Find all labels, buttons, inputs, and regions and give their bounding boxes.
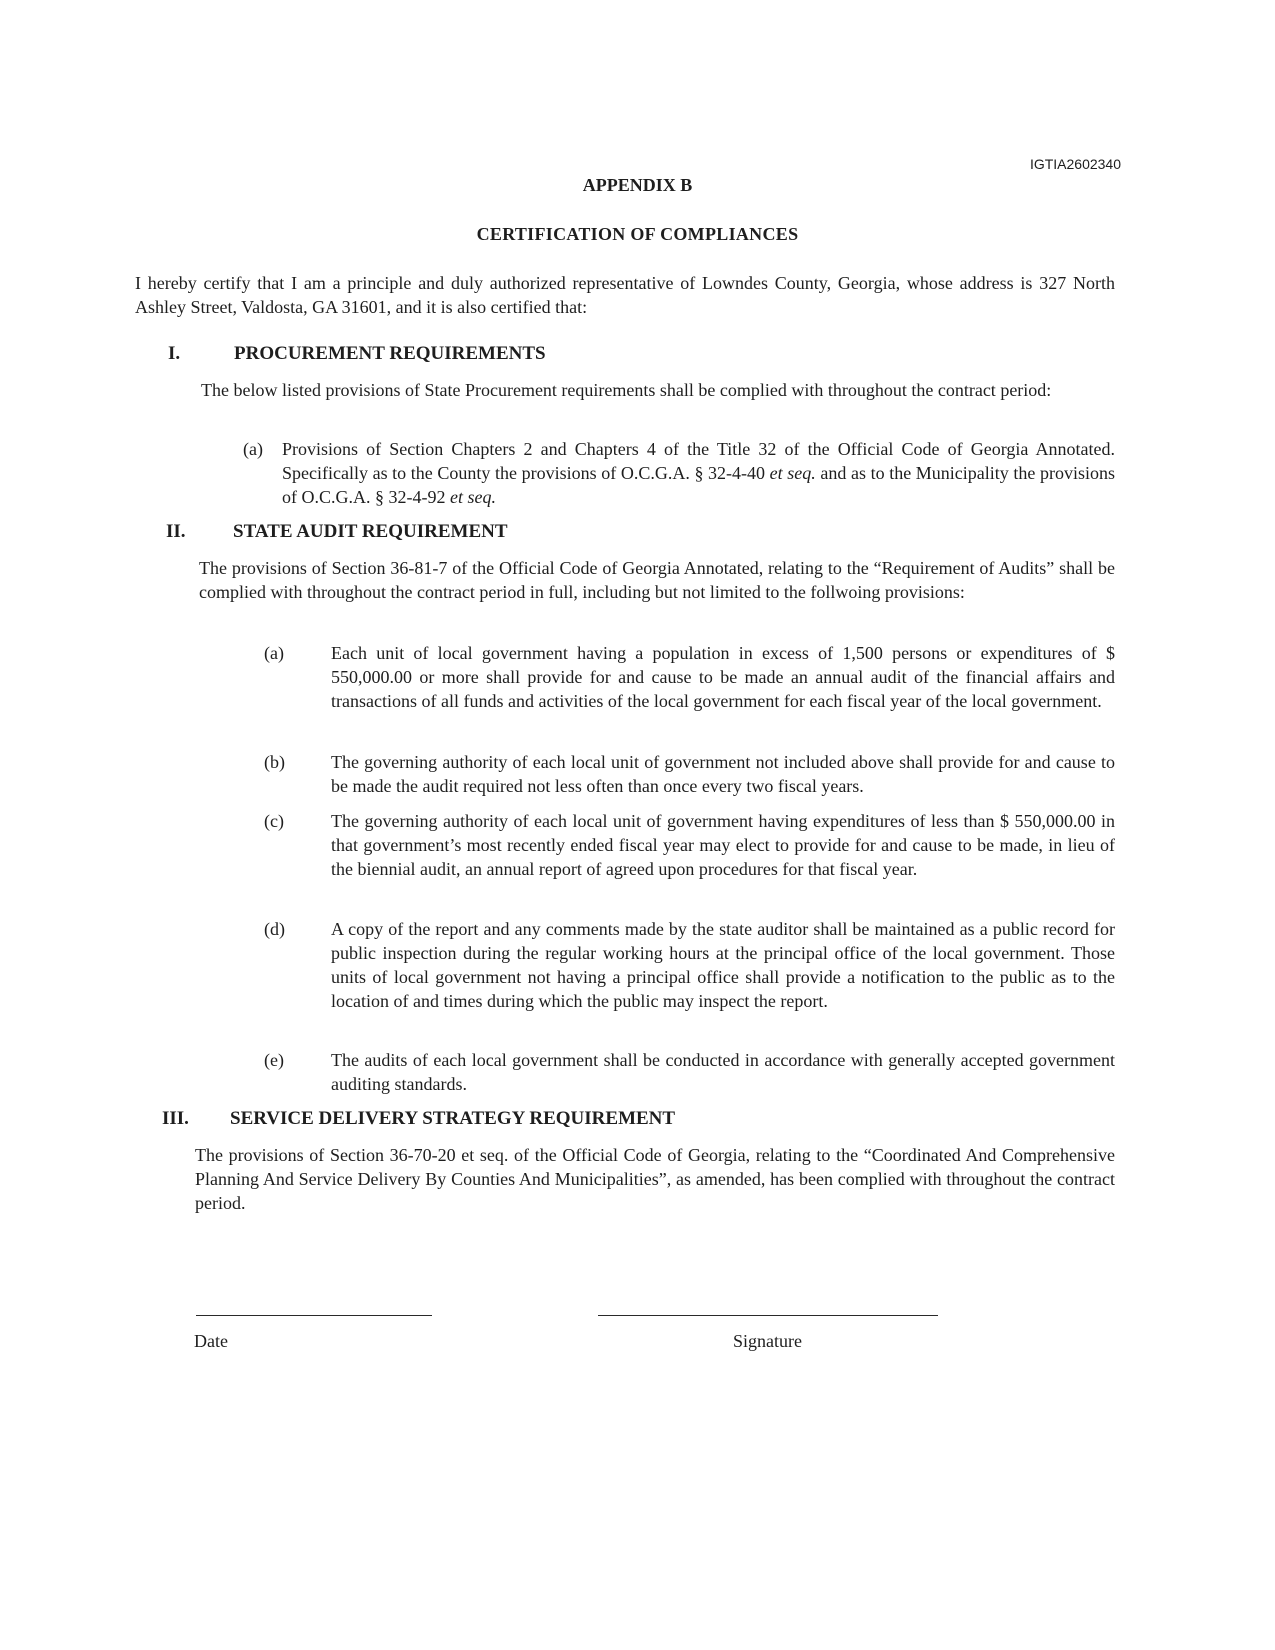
item-text: [282, 437, 1115, 509]
item-text: A copy of the report and any comments made by the state auditor shall be maintained as a public record for public inspection during the regular working hours at the principal office of the local government. Those units of local government not having a principal office shall provide a notification to the public as to the location of and times during which the public may inspect the report.: [331, 919, 1115, 1011]
section-number: III.: [162, 1108, 189, 1129]
item-text: The governing authority of each local unit of government not included above shall provide for and cause to be made the audit required not less often than once every two fiscal years.: [331, 752, 1115, 796]
intro-paragraph: I hereby certify that I am a principle and duly authorized representative of Lowndes County, Georgia, whose address is 327 North Ashley Street, Valdosta, GA 31601, and it is also certified that:: [135, 273, 1115, 317]
document-title: CERTIFICATION OF COMPLIANCES: [476, 224, 799, 244]
date-line: [196, 1315, 432, 1316]
section-1-body: The below listed provisions of State Procurement requirements shall be complied with throughout the contract period:: [201, 380, 1052, 400]
item-text-part: and as to the Municipality the provisions of O.C.G.A. § 32-4-92: [282, 463, 1115, 507]
item-label: (a): [264, 643, 284, 663]
item-label: (e): [264, 1050, 284, 1070]
item-label: (b): [264, 752, 285, 772]
item-label: (a): [243, 439, 263, 459]
section-title: SERVICE DELIVERY STRATEGY REQUIREMENT: [230, 1108, 676, 1129]
item-label: (d): [264, 919, 285, 939]
item-label: (c): [264, 811, 284, 831]
item-text: The governing authority of each local unit of government having expenditures of less than $ 550,000.00 in that government’s most recently ended fiscal year may elect to provide for and cause to be made, in lieu of the biennial audit, an annual report of agreed upon procedures for that fiscal year.: [331, 811, 1115, 879]
item-text-italic: et seq.: [769, 463, 816, 483]
appendix-heading: APPENDIX B: [582, 175, 693, 195]
date-label: Date: [194, 1331, 228, 1351]
section-number: I.: [168, 343, 181, 364]
signature-line: [598, 1315, 938, 1316]
document-id: IGTIA2602340: [1029, 156, 1121, 172]
item-text-italic: et seq.: [450, 487, 496, 507]
item-text: The audits of each local government shall be conducted in accordance with generally accepted government auditing standards.: [331, 1050, 1115, 1094]
section-number: II.: [166, 521, 186, 542]
section-2-body: The provisions of Section 36-81-7 of the Official Code of Georgia Annotated, relating to the “Requirement of Audits” shall be complied with throughout the contract period in full, including but not limited to the follwoing provisions:: [199, 558, 1115, 602]
section-title: STATE AUDIT REQUIREMENT: [233, 521, 508, 542]
section-title: PROCUREMENT REQUIREMENTS: [234, 343, 546, 364]
section-3-body: The provisions of Section 36-70-20 et seq. of the Official Code of Georgia, relating to the “Coordinated And Comprehensive Planning And Service Delivery By Counties And Municipalities”, as amended, has been complied with throughout the contract period.: [195, 1145, 1115, 1213]
signature-label: Signature: [733, 1331, 802, 1351]
item-text-part: Provisions of Section Chapters 2 and Chapters 4 of the Title 32 of the Official Code of Georgia Annotated. Specifically as to the County the provisions of O.C.G.A. § 32-4-40: [282, 439, 1115, 483]
item-text: Each unit of local government having a population in excess of 1,500 persons or expenditures of $ 550,000.00 or more shall provide for and cause to be made an annual audit of the financial affairs and transactions of all funds and activities of the local government for each fiscal year of the local government.: [331, 643, 1115, 711]
